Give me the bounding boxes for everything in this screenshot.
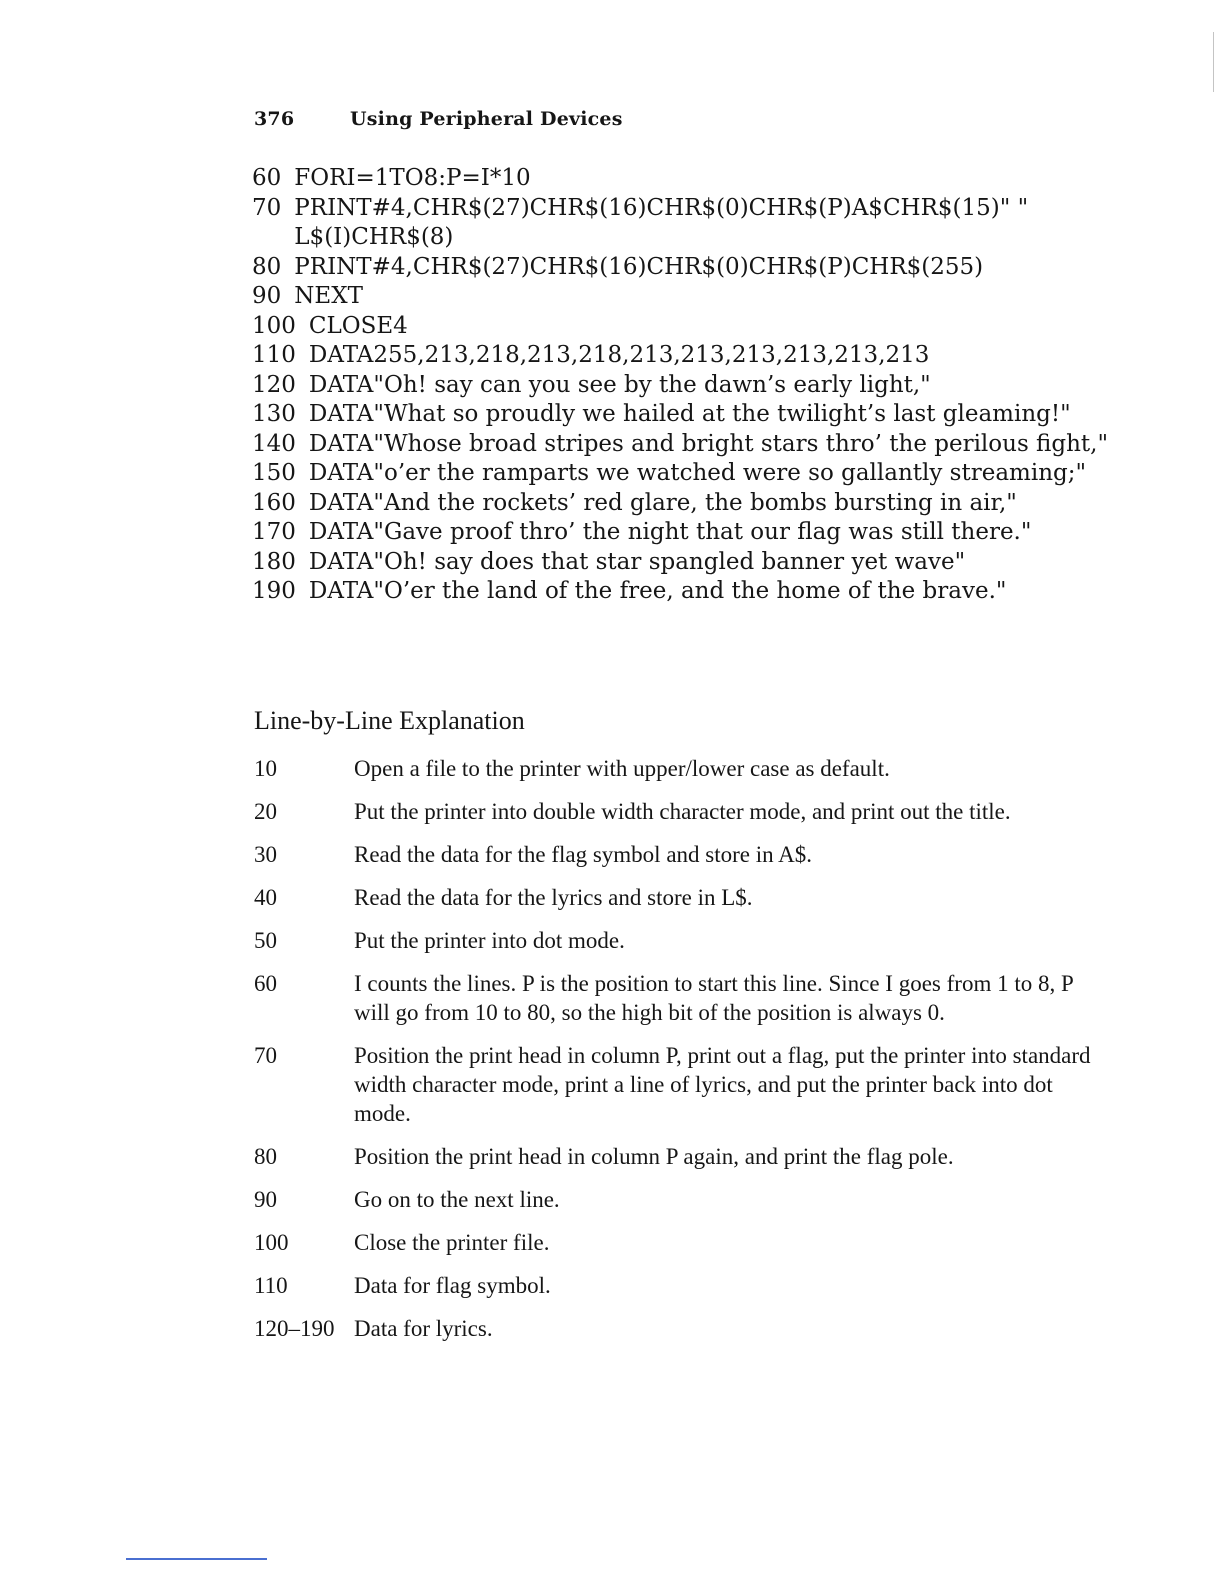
page-number: 376 — [254, 108, 295, 130]
code-line-number: 160 — [252, 489, 296, 516]
explanation-text: Data for flag symbol. — [354, 1273, 551, 1298]
code-line — [252, 548, 1112, 578]
code-line — [252, 253, 1112, 283]
code-line-text: DATA"Oh! say can you see by the dawn’s early light," — [308, 371, 931, 398]
explanation-line-number: 10 — [254, 756, 277, 781]
scan-margin-line — [1213, 32, 1214, 92]
explanation-text: Position the print head in column P again, and print the flag pole. — [354, 1144, 954, 1169]
explanation-text: Open a file to the printer with upper/lower case as default. — [354, 756, 890, 781]
code-line-text: CLOSE4 — [308, 312, 408, 339]
code-line-number: 140 — [252, 430, 296, 457]
explanation-row — [254, 1185, 1094, 1214]
code-line-text: NEXT — [294, 283, 363, 309]
explanation-line-number: 20 — [254, 799, 277, 824]
explanation-line-number: 110 — [254, 1273, 288, 1298]
explanation-line-number: 80 — [254, 1144, 277, 1169]
code-line — [252, 282, 1112, 312]
explanation-line-number: 60 — [254, 971, 277, 996]
running-header — [254, 108, 623, 130]
explanation-row — [254, 883, 1094, 912]
code-line — [252, 459, 1112, 489]
code-line — [252, 400, 1112, 430]
code-line — [252, 164, 1112, 194]
explanation-text: I counts the lines. P is the position to start this line. Since I goes from 1 to 8, P will go from 10 to 80, so the high bit of the position is always 0. — [354, 971, 1073, 1025]
explanation-text: Position the print head in column P, print out a flag, put the printer into standard width character mode, print a line of lyrics, and put the printer back into dot mode. — [354, 1043, 1091, 1126]
code-line — [252, 341, 1112, 371]
code-line — [252, 312, 1112, 342]
explanation-text: Data for lyrics. — [354, 1316, 493, 1341]
code-line-number: 100 — [252, 312, 296, 339]
running-title: Using Peripheral Devices — [350, 108, 623, 130]
code-line-number: 90 — [252, 283, 282, 309]
code-line-number: 130 — [252, 401, 296, 427]
explanation-row — [254, 1142, 1094, 1171]
code-line-text: DATA"Whose broad stripes and bright stars thro’ the perilous fight," — [308, 430, 1109, 457]
explanation-list — [254, 754, 1094, 1357]
explanation-row — [254, 840, 1094, 869]
explanation-line-number: 100 — [254, 1230, 289, 1255]
explanation-text: Close the printer file. — [354, 1230, 550, 1255]
code-line-text: DATA"And the rockets’ red glare, the bombs bursting in air," — [308, 489, 1017, 516]
explanation-line-number: 90 — [254, 1187, 277, 1212]
code-line — [252, 430, 1112, 460]
code-line-text: PRINT#4,CHR$(27)CHR$(16)CHR$(0)CHR$(P)CHR$(255) — [294, 253, 984, 280]
code-line — [252, 518, 1112, 548]
explanation-row — [254, 926, 1094, 955]
code-line — [252, 489, 1112, 519]
explanation-text: Go on to the next line. — [354, 1187, 560, 1212]
code-line-number: 120 — [252, 371, 296, 398]
code-line-text: DATA"What so proudly we hailed at the twilight’s last gleaming!" — [308, 401, 1071, 427]
explanation-line-number: 70 — [254, 1043, 277, 1068]
explanation-row — [254, 1271, 1094, 1300]
code-line-number: 70 — [252, 194, 282, 221]
code-line-number: 180 — [252, 548, 296, 575]
explanation-row — [254, 1228, 1094, 1257]
explanation-row — [254, 797, 1094, 826]
explanation-text: Put the printer into double width character mode, and print out the title. — [354, 799, 1011, 824]
explanation-line-number: 40 — [254, 885, 277, 910]
code-line-text: PRINT#4,CHR$(27)CHR$(16)CHR$(0)CHR$(P)A$CHR$(15)" " L$(I)CHR$(8) — [294, 194, 1029, 250]
code-line-text: DATA"O’er the land of the free, and the home of the brave." — [308, 578, 1007, 604]
code-line — [252, 577, 1112, 607]
code-line-text: DATA"Gave proof thro’ the night that our flag was still there." — [308, 519, 1032, 545]
footer-rule — [126, 1558, 267, 1560]
code-line-number: 170 — [252, 519, 296, 545]
code-line — [252, 194, 1112, 253]
explanation-line-number: 120–190 — [254, 1316, 335, 1341]
code-line-number: 80 — [252, 253, 282, 280]
basic-code-listing — [252, 164, 1112, 607]
explanation-text: Read the data for the lyrics and store in L$. — [354, 885, 753, 910]
code-line-number: 60 — [252, 165, 282, 191]
explanation-row — [254, 1041, 1094, 1128]
code-line-number: 190 — [252, 578, 296, 604]
explanation-text: Put the printer into dot mode. — [354, 928, 625, 953]
code-line-number: 110 — [252, 342, 296, 368]
explanation-row — [254, 969, 1094, 1027]
code-line-number: 150 — [252, 460, 296, 486]
explanation-text: Read the data for the flag symbol and store in A$. — [354, 842, 812, 867]
explanation-line-number: 30 — [254, 842, 277, 867]
section-heading: Line-by-Line Explanation — [254, 706, 525, 735]
explanation-row — [254, 1314, 1094, 1343]
explanation-row — [254, 754, 1094, 783]
code-line — [252, 371, 1112, 401]
code-line-text: FORI=1TO8:P=I*10 — [294, 165, 531, 191]
code-line-text: DATA"Oh! say does that star spangled banner yet wave" — [308, 548, 966, 575]
code-line-text: DATA"o’er the ramparts we watched were so gallantly streaming;" — [308, 460, 1087, 486]
explanation-line-number: 50 — [254, 928, 277, 953]
code-line-text: DATA255,213,218,213,218,213,213,213,213,213,213 — [308, 342, 930, 368]
